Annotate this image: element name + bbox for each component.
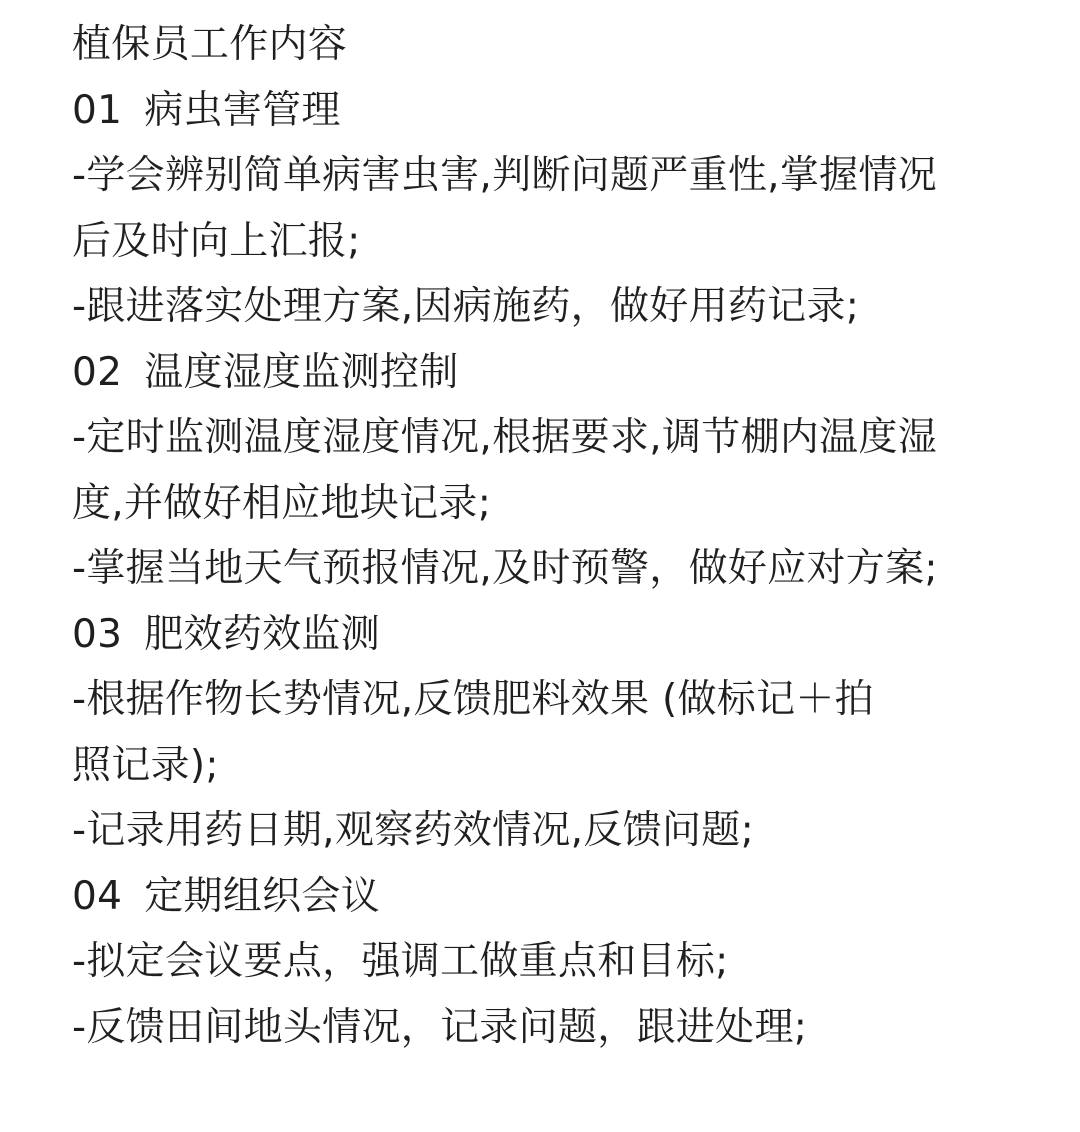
section-heading bbox=[72, 602, 1032, 668]
section-line: -跟进落实处理方案,因病施药，做好用药记录; bbox=[72, 284, 860, 329]
section-number: 01 bbox=[72, 87, 123, 133]
section-line: -学会辨别简单病害虫害,判断问题严重性,掌握情况 bbox=[72, 153, 938, 198]
section-title: 温度湿度监测控制 bbox=[144, 349, 459, 395]
section-line: -记录用药日期,观察药效情况,反馈问题; bbox=[72, 808, 755, 853]
section-line: -反馈田间地头情况，记录问题，跟进处理; bbox=[72, 1004, 808, 1050]
section-line: 后及时向上汇报; bbox=[72, 218, 361, 264]
section-line: -掌握当地天气预报情况,及时预警，做好应对方案; bbox=[72, 546, 938, 591]
section-line: -根据作物长势情况,反馈肥料效果 (做标记＋拍 bbox=[72, 677, 874, 722]
section-heading bbox=[72, 864, 1032, 930]
document-title: 植保员工作内容 bbox=[72, 22, 348, 67]
document-body bbox=[72, 12, 1032, 1060]
section-number: 02 bbox=[72, 349, 123, 395]
section-line: 照记录); bbox=[72, 742, 219, 788]
section-line: -定时监测温度湿度情况,根据要求,调节棚内温度湿 bbox=[72, 415, 938, 460]
section-line: 度,并做好相应地块记录; bbox=[72, 480, 492, 526]
section-heading bbox=[72, 78, 1032, 144]
section-line: -拟定会议要点，强调工做重点和目标; bbox=[72, 939, 729, 984]
section-title: 肥效药效监测 bbox=[144, 611, 381, 657]
section-3 bbox=[72, 602, 1032, 864]
section-title: 病虫害管理 bbox=[144, 87, 341, 133]
section-2 bbox=[72, 340, 1032, 602]
section-number: 03 bbox=[72, 611, 123, 657]
section-number: 04 bbox=[72, 873, 123, 919]
section-heading bbox=[72, 340, 1032, 406]
section-title: 定期组织会议 bbox=[144, 873, 381, 919]
section-4 bbox=[72, 864, 1032, 1061]
section-1 bbox=[72, 78, 1032, 340]
